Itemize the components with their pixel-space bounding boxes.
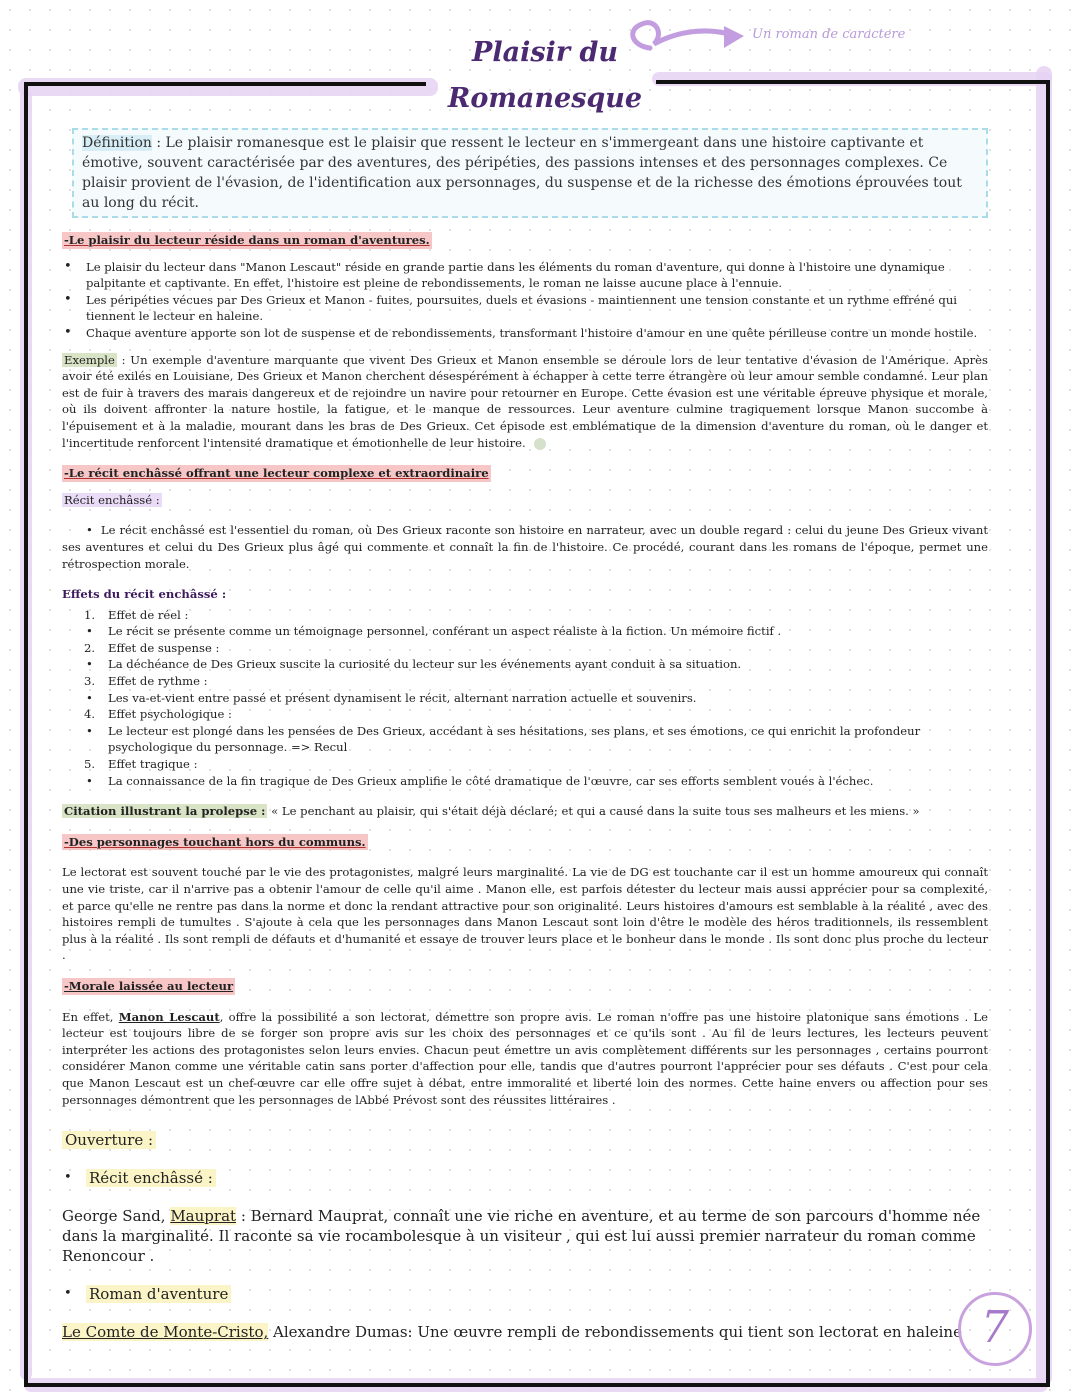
effect-heading [62,607,988,624]
morale-text: , offre la possibilité a son lectorat, démettre son propre avis. Le roman n'offre pas une histoire platonique sans émotions . Le lecteur est toujours libre de se forger son propre avis sur les choix des personnages et ce qu'ils sont . Au fil de leurs lectures, les lecteurs peuvent interpréter les actions des protagonistes selon leurs envies. Chacun peut émettre un avis complètement différents sur les personnages , certains pourront considérer Manon comme une véritable catin sans porter d'affection pour elle, tandis que d'autres pourront l'apprécier pour ses défauts . C'est pour cela que Manon Lescaut est un chef-œuvre car elle offre sujet à débat, entre immoralité et liberté loin des normes. Cette haine envers ou affection pour ses personnages démontrent que les personnages de lAbbé Prévost sont des réussites littéraires . [62,1009,988,1107]
example-text: : Un exemple d'aventure marquante que vivent Des Grieux et Manon ensemble se déroule lors de leur tentative d'évasion de l'Amérique. Après avoir été exilés en Louisiane, Des Grieux et Manon cherchent désespérément à échapper à cette terre étrangère où leur amour semble condamné. Leur plan est de fuir à travers des marais dangereux et de rejoindre un navire pour retourner en Europe. Cette évasion est une véritable épreuve physique et morale, où ils doivent affronter la nature hostile, la fatigue, et le manque de ressources. Leur aventure culmine tragiquement lorsque Manon succombe à l'épuisement et à la maladie, mourant dans les bras de Des Grieux. Cet épisode est emblématique de la dimension d'aventure du roman, où le danger et l'incertitude renforcent l'intensité dramatique et émotionhelle de leur histoire. [62,352,988,450]
citation-label: Citation illustrant la prolepse : [64,804,266,819]
opening-item-2-label: Roman d'aventure [86,1285,231,1303]
effect-name: Effet de réel : [108,607,189,622]
effect-number: 4. [84,707,96,722]
section-title-embedded-narrative: -Le récit enchâssé offrant une lecteur complexe et extraordinaire [64,466,489,481]
effect-description: Le lecteur est plongé dans les pensées de Des Grieux, accédant à ses hésitations, ses plans, et ses émotions, ce qui enrichit la profondeur psychologique du personnage. => Recul [108,723,921,755]
opening-item-1-book: Mauprat [170,1207,237,1226]
effect-name: Effet psychologique : [108,707,232,722]
list-item: • Chaque aventure apporte son lot de suspense et de rebondissements, transformant l'histoire d'amour en une quête périlleuse contre un monde hostile. [86,325,988,342]
frame-glow-top-left [18,78,438,96]
effect-number: 2. [84,640,96,655]
title-line-2: Romanesque [447,83,643,114]
frame-bottom [24,1383,1050,1387]
effect-heading [62,673,988,690]
definition-text: : Le plaisir romanesque est le plaisir que ressent le lecteur en s'immergeant dans une histoire captivante et émotive, souvent caractérisée par des aventures, des péripéties, des passions intenses et des personnages complexes. Ce plaisir provient de l'évasion, de l'identification aux personnages, du suspense et de la richesse des émotions éprouvées tout au long du récit. [82,135,962,211]
list-item [86,1168,988,1188]
effect-desc: • Le lecteur est plongé dans les pensées de Des Grieux, accédant à ses hésitations, ses plans, et ses émotions, ce qui enrichit la profondeur psychologique du personnage. => Recul [86,723,921,755]
effect-desc: • Les va-et-vient entre passé et présent dynamisent le récit, alternant narration actuelle et souvenirs. [86,690,697,705]
frame-left [24,82,28,1387]
opening-item-1-label: Récit enchâssé : [86,1169,216,1187]
effects-title: Effets du récit enchâssé : [62,587,227,602]
embedded-narrative-label: Récit enchâssé : [64,492,160,507]
effect-number: 5. [84,757,96,772]
opening-list-2 [62,1284,988,1304]
effect-name: Effet de rythme : [108,674,208,689]
effect-heading [62,640,988,657]
title-line-1: Plaisir du [472,37,618,68]
citation-text: « Le penchant au plaisir, qui s'était déjà déclaré; et qui a causé dans la suite tous ses malheurs et les miens. » [267,804,920,819]
morale-intro: En effet, [62,1009,119,1024]
list-item: • Les péripéties vécues par Des Grieux et Manon - fuites, poursuites, duels et évasions - maintiennent une tension constante et un rythme effréné qui tiennent le lecteur en haleine. [86,292,988,325]
morale-book-title: Manon Lescaut [118,1009,220,1024]
effect-heading [62,756,988,773]
morale-paragraph [62,1009,988,1109]
effect-name: Effet de suspense : [108,640,220,655]
embedded-narrative-text: Le récit enchâssé est l'essentiel du roman, où Des Grieux raconte son histoire en narrateur, avec un double regard : celui du jeune Des Grieux vivant ses aventures et celui du Des Grieux plus âgé qui commente et connaît la fin de l'histoire. Ce procédé, courant dans les romans de l'époque, permet une rétrospection morale. [62,523,988,571]
definition-box [72,128,988,218]
frame-top-left [24,82,426,86]
section-title-adventure: -Le plaisir du lecteur réside dans un roman d'aventures. [64,233,430,247]
swirl-arrow-icon [620,8,760,68]
green-dot-icon [534,438,546,450]
effect-description: Les va-et-vient entre passé et présent dynamisent le récit, alternant narration actuelle et souvenirs. [108,690,697,705]
opening-section [62,1130,988,1150]
page-number: 7 [958,1292,1032,1366]
effect-desc: • La déchéance de Des Grieux suscite la curiosité du lecteur sur les événements ayant conduit à sa situation. [86,657,742,672]
effect-number: 1. [84,607,96,622]
example-label: Exemple [64,352,115,367]
title-note: Un roman de caractere [752,27,906,42]
adventure-bullets [62,259,988,342]
bullet-glyph: • [86,523,101,538]
opening-title: Ouverture : [62,1131,156,1149]
characters-paragraph: Le lectorat est souvent touché par le vie des protagonistes, malgré leurs marginalité. La vie de DG est touchante car il est un homme amoureux qui connaît une vie triste, car il n'arrive pas a obtenir l'amour de celle qu'il aime . Manon elle, est parfois détester du lecteur mais aussi apprécier pour sa complexité, et parce qu'elle ne rentre pas dans la norme et donc la rendant attractive pour son originalité. Leurs histoires d'amours est semblable à la réalité , avec des histoires rempli de tumultes . S'ajoute à cela que les personnages dans Manon Lescaut sont loin d'être le modèle des héros traditionnels, ils ressemblent plus à la réalité . Ils sont rempli de défauts et d'humanité et essaye de trouver leurs place et le bonheur dans le monde . Ils sont donc plus proche du lecteur . [62,865,988,963]
list-item [86,1284,988,1304]
section-title-characters: -Des personnages touchant hors du communs. [64,834,366,849]
opening-list-1 [62,1168,988,1188]
section-title-morale: -Morale laissée au lecteur [64,978,234,993]
opening-item-1-text [62,1206,988,1266]
opening-item-1-desc: : Bernard Mauprat, connaît une vie riche en aventure, et au terme de son parcours d'homme née dans la marginalité. Il raconte sa vie rocambolesque à un visiteur , qui est lui aussi premier narrateur du roman comme Renoncour . [62,1207,981,1266]
opening-item-2-desc: Alexandre Dumas: Une œuvre rempli de rebondissements qui tient son lectorat en haleine [268,1323,962,1342]
citation-paragraph [62,803,988,820]
effect-description: La déchéance de Des Grieux suscite la curiosité du lecteur sur les événements ayant conduit à sa situation. [108,657,742,672]
effect-description: La connaissance de la fin tragique de Des Grieux amplifie le côté dramatique de l'œuvre, car ses efforts semblent voués à l'échec. [108,773,874,788]
definition-label: Définition [82,135,152,151]
effect-name: Effet tragique : [108,757,198,772]
effect-description: Le récit se présente comme un témoignage personnel, conférant un aspect réaliste à la fiction. Un mémoire fictif . [108,624,782,639]
opening-item-1-author: George Sand, [62,1207,171,1226]
opening-item-2-book: Le Comte de Monte-Cristo, [62,1323,269,1342]
frame-right [1046,80,1050,1385]
frame-top-right [656,80,1050,84]
opening-item-2-text [62,1322,988,1342]
effects-list [62,607,988,790]
page-content [62,128,988,1342]
page-title [440,30,650,122]
embedded-narrative-paragraph [62,522,988,572]
effect-desc: • Le récit se présente comme un témoignage personnel, conférant un aspect réaliste à la fiction. Un mémoire fictif . [86,624,782,639]
effect-desc: • La connaissance de la fin tragique de Des Grieux amplifie le côté dramatique de l'œuvre, car ses efforts semblent voués à l'échec. [86,773,874,788]
effect-number: 3. [84,674,96,689]
example-paragraph [62,352,988,452]
effect-heading [62,706,988,723]
list-item: • Le plaisir du lecteur dans "Manon Lescaut" réside en grande partie dans les éléments du roman d'aventure, qui donne à l'histoire une dynamique palpitante et captivante. En effet, l'histoire est pleine de rebondissements, le roman ne laisse aucune place à l'ennuie. [86,259,988,292]
